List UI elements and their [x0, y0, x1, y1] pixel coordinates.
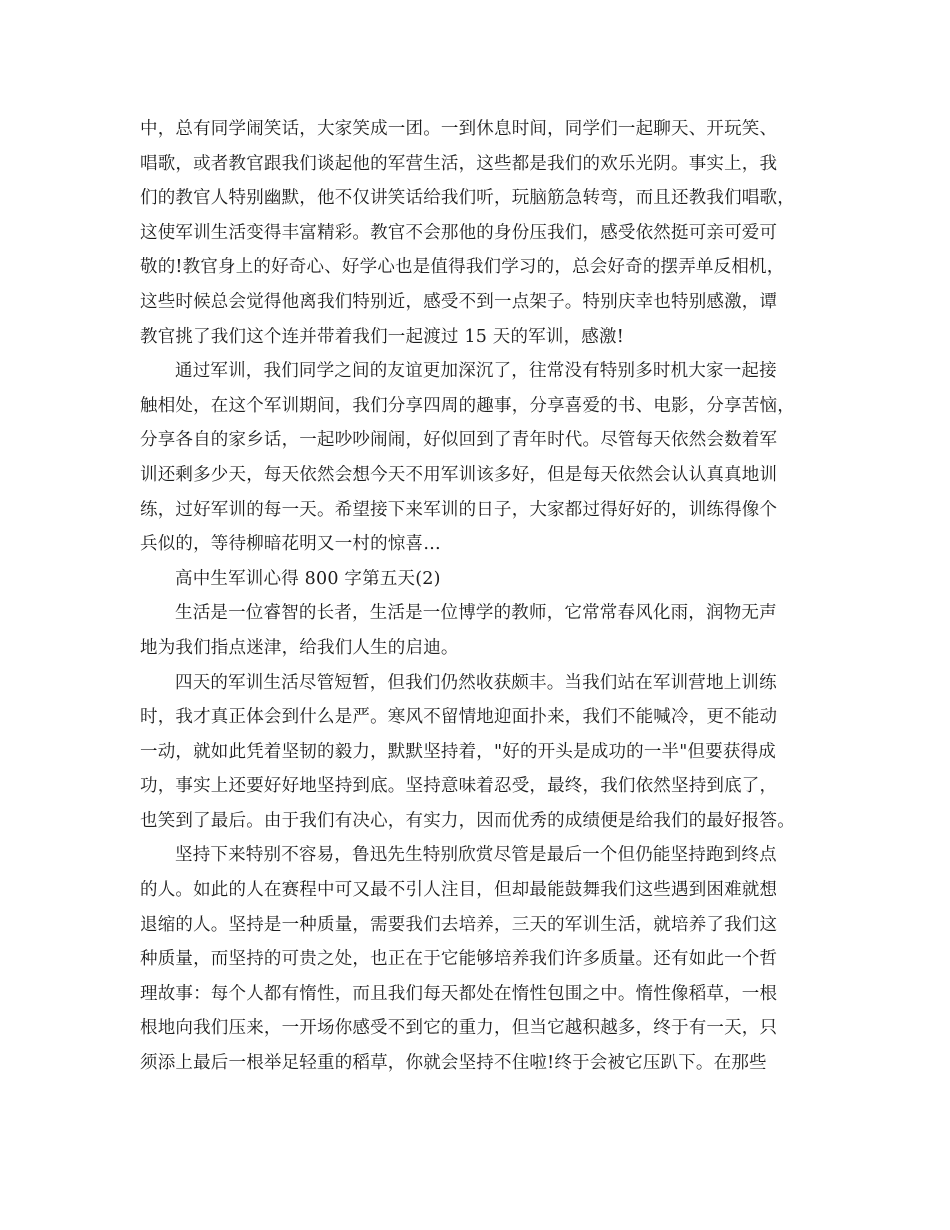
text-line: 分享各自的家乡话，一起吵吵闹闹，好似回到了青年时代。尽管每天依然会数着军 — [140, 430, 778, 451]
text-line: 这些时候总会觉得他离我们特别近，感受不到一点架子。特别庆幸也特别感激，谭 — [140, 291, 778, 312]
text-line: 一动，就如此凭着坚韧的毅力，默默坚持着，"好的开头是成功的一半"但要获得成 — [140, 741, 776, 762]
document-body — [140, 112, 820, 1081]
text-line: 时，我才真正体会到什么是严。寒风不留情地迎面扑来，我们不能喊冷，更不能动 — [140, 707, 778, 728]
text-line: 退缩的人。坚持是一种质量，需要我们去培养，三天的军训生活，就培养了我们这 — [140, 914, 778, 935]
text-line: 兵似的，等待柳暗花明又一村的惊喜… — [140, 534, 441, 555]
text-line: 功，事实上还要好好地坚持到底。坚持意味着忍受，最终，我们依然坚持到底了， — [140, 776, 778, 797]
text-line: 触相处，在这个军训期间，我们分享四周的趣事，分享喜爱的书、电影，分享苦恼， — [140, 395, 795, 416]
text-line: 教官挑了我们这个连并带着我们一起渡过 15 天的军训，感激! — [140, 326, 624, 347]
text-line: 通过军训，我们同学之间的友谊更加深沉了，往常没有特别多时机大家一起接 — [175, 361, 777, 382]
text-line: 也笑到了最后。由于我们有决心，有实力，因而优秀的成绩便是给我们的最好报答。 — [140, 810, 795, 831]
text-line: 须添上最后一根举足轻重的稻草，你就会坚持不住啦!终于会被它压趴下。在那些 — [140, 1053, 767, 1074]
text-line: 这使军训生活变得丰富精彩。教官不会那他的身份压我们，感受依然挺可亲可爱可 — [140, 222, 778, 243]
text-line: 训还剩多少天，每天依然会想今天不用军训该多好，但是每天依然会认认真真地训 — [140, 464, 778, 485]
text-line: 中，总有同学闹笑话，大家笑成一团。一到休息时间，同学们一起聊天、开玩笑、 — [140, 119, 778, 139]
text-line: 练，过好军训的每一天。希望接下来军训的日子，大家都过得好好的，训练得像个 — [140, 499, 778, 520]
text-line: 生活是一位睿智的长者，生活是一位博学的教师，它常常春风化雨，润物无声 — [175, 603, 777, 624]
text-line: 根地向我们压来，一开场你感受不到它的重力，但当它越积越多，终于有一天，只 — [140, 1018, 778, 1039]
text-line: 的人。如此的人在赛程中可又最不引人注目，但却最能鼓舞我们这些遇到困难就想 — [140, 880, 778, 901]
text-line: 唱歌，或者教官跟我们谈起他的军营生活，这些都是我们的欢乐光阴。事实上，我 — [140, 153, 778, 174]
text-line: 高中生军训心得 800 字第五天(2) — [175, 568, 441, 589]
text-line: 坚持下来特别不容易，鲁迅先生特别欣赏尽管是最后一个但仍能坚持跑到终点 — [175, 845, 777, 866]
text-line: 理故事：每个人都有惰性，而且我们每天都处在惰性包围之中。惰性像稻草，一根 — [140, 983, 778, 1004]
text-line: 种质量，而坚持的可贵之处，也正在于它能够培养我们许多质量。还有如此一个哲 — [140, 949, 778, 970]
text-line: 敬的!教官身上的好奇心、好学心也是值得我们学习的，总会好奇的摆弄单反相机， — [140, 257, 785, 278]
text-line: 四天的军训生活尽管短暂，但我们仍然收获颇丰。当我们站在军训营地上训练 — [175, 672, 777, 693]
text-line: 们的教官人特别幽默，他不仅讲笑话给我们听，玩脑筋急转弯，而且还教我们唱歌， — [140, 188, 795, 209]
text-line: 地为我们指点迷津，给我们人生的启迪。 — [140, 637, 459, 658]
